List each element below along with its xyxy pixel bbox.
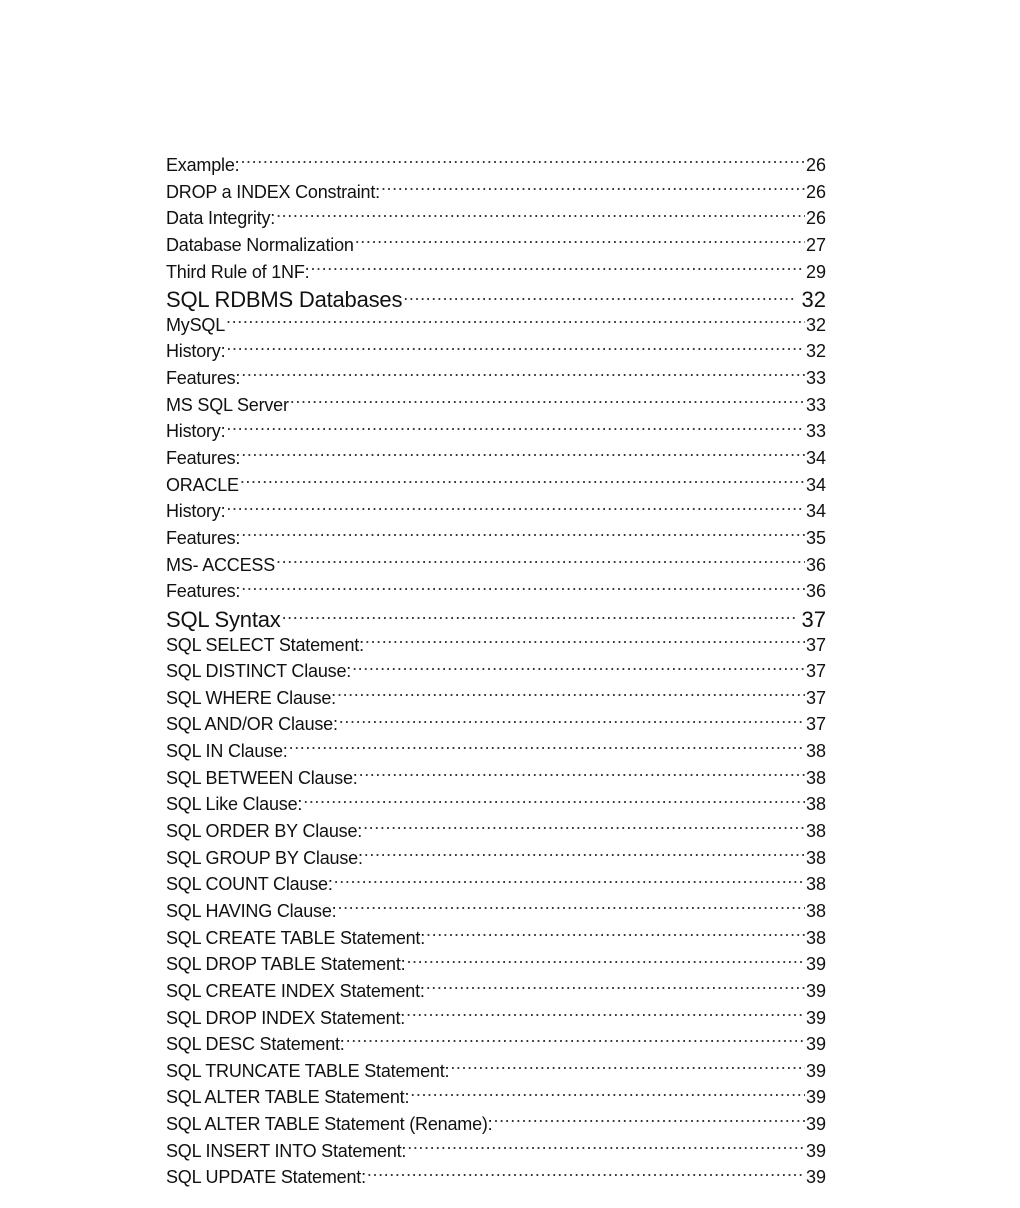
dot-leader: [365, 633, 805, 651]
toc-entry-page-number: 36: [805, 581, 826, 602]
dot-leader: [339, 712, 805, 730]
toc-entry-page-number: 26: [805, 181, 826, 202]
toc-entry[interactable]: [166, 179, 826, 206]
toc-entry[interactable]: [166, 312, 826, 339]
dot-leader: [334, 872, 805, 890]
dot-leader: [407, 1139, 805, 1157]
toc-entry-page-number: 38: [805, 847, 826, 868]
toc-entry-page-number: 38: [805, 821, 826, 842]
toc-entry[interactable]: [166, 232, 826, 259]
toc-entry[interactable]: [166, 978, 826, 1005]
dot-leader: [240, 153, 805, 171]
toc-entry-page-number: 27: [805, 234, 826, 255]
toc-entry[interactable]: [166, 1138, 826, 1165]
toc-entry-label: SQL BETWEEN Clause:: [166, 767, 358, 788]
toc-section-heading[interactable]: [166, 605, 826, 632]
toc-entry-label: SQL DROP INDEX Statement:: [166, 1007, 406, 1028]
dot-leader: [364, 846, 805, 864]
dot-leader: [240, 473, 805, 491]
toc-entry[interactable]: [166, 925, 826, 952]
toc-entry-page-number: 39: [805, 1167, 826, 1188]
dot-leader: [241, 526, 805, 544]
toc-entry[interactable]: [166, 1031, 826, 1058]
toc-entry[interactable]: [166, 818, 826, 845]
toc-entry-label: SQL INSERT INTO Statement:: [166, 1140, 407, 1161]
toc-entry-page-number: 36: [805, 554, 826, 575]
toc-entry-label: SQL Syntax: [166, 606, 281, 632]
toc-entry-label: MySQL: [166, 314, 226, 335]
toc-entry-label: Database Normalization: [166, 234, 354, 255]
toc-entry-page-number: 32: [801, 287, 826, 312]
dot-leader: [410, 1085, 805, 1103]
toc-entry-label: SQL DESC Statement:: [166, 1034, 345, 1055]
toc-entry[interactable]: [166, 152, 826, 179]
toc-entry[interactable]: [166, 898, 826, 925]
dot-leader: [426, 979, 805, 997]
toc-entry[interactable]: [166, 205, 826, 232]
toc-entry-label: SQL TRUNCATE TABLE Statement:: [166, 1060, 450, 1081]
toc-entry-page-number: 39: [805, 1114, 826, 1135]
toc-entry[interactable]: [166, 871, 826, 898]
toc-entry[interactable]: [166, 951, 826, 978]
toc-entry[interactable]: [166, 711, 826, 738]
toc-entry-label: SQL GROUP BY Clause:: [166, 847, 363, 868]
toc-entry-label: Example:: [166, 155, 240, 175]
toc-entry[interactable]: [166, 1084, 826, 1111]
toc-entry[interactable]: [166, 845, 826, 872]
dot-leader: [241, 579, 805, 597]
toc-entry-page-number: 39: [805, 980, 826, 1001]
toc-entry-page-number: 32: [805, 341, 826, 362]
toc-section-heading[interactable]: [166, 285, 826, 312]
toc-entry[interactable]: [166, 1111, 826, 1138]
toc-entry-label: SQL ORDER BY Clause:: [166, 821, 363, 842]
toc-entry[interactable]: [166, 472, 826, 499]
toc-entry-page-number: 37: [805, 661, 826, 682]
dot-leader: [346, 1032, 805, 1050]
toc-entry-label: SQL ALTER TABLE Statement:: [166, 1087, 410, 1108]
dot-leader: [241, 366, 805, 384]
toc-entry-label: Features:: [166, 581, 241, 602]
dot-leader: [406, 1006, 805, 1024]
dot-leader: [426, 926, 805, 944]
toc-entry[interactable]: [166, 552, 826, 579]
toc-entry-page-number: 39: [805, 1007, 826, 1028]
toc-entry-label: Features:: [166, 448, 241, 469]
toc-entry[interactable]: [166, 578, 826, 605]
toc-entry-page-number: 35: [805, 527, 826, 548]
toc-entry[interactable]: [166, 365, 826, 392]
dot-leader: [337, 899, 805, 917]
toc-entry-page-number: 39: [805, 954, 826, 975]
dot-leader: [226, 339, 805, 357]
toc-entry[interactable]: [166, 791, 826, 818]
toc-entry[interactable]: [166, 1005, 826, 1032]
toc-entry-page-number: 26: [805, 208, 826, 229]
toc-entry-page-number: 29: [805, 261, 826, 282]
toc-entry-page-number: 38: [805, 767, 826, 788]
toc-entry[interactable]: [166, 392, 826, 419]
toc-entry-label: DROP a INDEX Constraint:: [166, 181, 380, 202]
dot-leader: [367, 1165, 805, 1183]
table-of-contents: [166, 152, 826, 1191]
toc-entry-page-number: 39: [805, 1060, 826, 1081]
toc-entry-page-number: 26: [805, 155, 826, 175]
toc-entry[interactable]: [166, 259, 826, 286]
toc-entry-label: SQL AND/OR Clause:: [166, 714, 338, 735]
toc-entry-page-number: 39: [805, 1087, 826, 1108]
dot-leader: [226, 499, 805, 517]
toc-entry-page-number: 38: [805, 874, 826, 895]
toc-entry-label: History:: [166, 341, 226, 362]
toc-entry[interactable]: [166, 338, 826, 365]
dot-leader: [363, 819, 805, 837]
toc-entry-label: History:: [166, 501, 226, 522]
toc-entry-page-number: 39: [805, 1034, 826, 1055]
toc-entry-page-number: 37: [805, 714, 826, 735]
toc-entry-label: SQL SELECT Statement:: [166, 634, 364, 655]
toc-entry-label: SQL IN Clause:: [166, 741, 288, 762]
toc-entry-label: SQL UPDATE Statement:: [166, 1167, 366, 1188]
toc-entry-page-number: 33: [805, 394, 826, 415]
toc-entry-label: SQL RDBMS Databases: [166, 287, 403, 312]
toc-entry-label: SQL DROP TABLE Statement:: [166, 954, 406, 975]
toc-entry-page-number: 37: [801, 606, 826, 632]
dot-leader: [226, 419, 805, 437]
toc-entry-label: SQL ALTER TABLE Statement (Rename):: [166, 1114, 493, 1135]
toc-entry[interactable]: [166, 765, 826, 792]
toc-entry-label: SQL CREATE INDEX Statement:: [166, 980, 425, 1001]
toc-entry-label: SQL DISTINCT Clause:: [166, 661, 352, 682]
toc-entry[interactable]: [166, 418, 826, 445]
toc-entry-page-number: 34: [805, 474, 826, 495]
toc-entry[interactable]: [166, 1058, 826, 1085]
toc-entry-label: Features:: [166, 368, 241, 389]
toc-entry-page-number: 34: [805, 501, 826, 522]
toc-entry-label: SQL COUNT Clause:: [166, 874, 333, 895]
toc-entry-label: SQL CREATE TABLE Statement:: [166, 927, 426, 948]
dot-leader: [276, 206, 805, 224]
toc-entry[interactable]: [166, 658, 826, 685]
toc-entry[interactable]: [166, 685, 826, 712]
toc-entry-page-number: 38: [805, 794, 826, 815]
toc-entry-label: Data Integrity:: [166, 208, 276, 229]
dot-leader: [310, 260, 805, 278]
toc-entry-label: SQL Like Clause:: [166, 794, 303, 815]
dot-leader: [337, 686, 805, 704]
toc-entry-page-number: 34: [805, 448, 826, 469]
toc-entry-page-number: 33: [805, 368, 826, 389]
toc-entry[interactable]: [166, 445, 826, 472]
dot-leader: [359, 766, 805, 784]
toc-entry-page-number: 37: [805, 634, 826, 655]
dot-leader: [226, 313, 805, 331]
toc-entry-label: ORACLE: [166, 474, 239, 495]
toc-entry[interactable]: [166, 525, 826, 552]
toc-entry-label: MS- ACCESS: [166, 554, 276, 575]
toc-entry-label: SQL HAVING Clause:: [166, 900, 337, 921]
toc-entry-label: Features:: [166, 527, 241, 548]
dot-leader: [352, 659, 805, 677]
dot-leader: [241, 446, 805, 464]
toc-entry-page-number: 38: [805, 927, 826, 948]
dot-leader: [289, 739, 805, 757]
toc-entry-label: SQL WHERE Clause:: [166, 687, 336, 708]
toc-entry-page-number: 38: [805, 900, 826, 921]
dot-leader: [450, 1059, 805, 1077]
dot-leader: [403, 285, 794, 307]
toc-entry-label: History:: [166, 421, 226, 442]
toc-entry-page-number: 32: [805, 314, 826, 335]
toc-entry[interactable]: [166, 1164, 826, 1191]
dot-leader: [303, 792, 805, 810]
dot-leader: [381, 180, 805, 198]
toc-entry-page-number: 33: [805, 421, 826, 442]
toc-entry[interactable]: [166, 738, 826, 765]
toc-entry[interactable]: [166, 498, 826, 525]
dot-leader: [290, 393, 805, 411]
toc-entry-label: MS SQL Server: [166, 394, 289, 415]
toc-entry[interactable]: [166, 632, 826, 659]
toc-entry-page-number: 37: [805, 687, 826, 708]
dot-leader: [493, 1112, 804, 1130]
dot-leader: [282, 605, 795, 627]
dot-leader: [276, 553, 805, 571]
dot-leader: [355, 233, 805, 251]
toc-entry-page-number: 39: [805, 1140, 826, 1161]
toc-entry-page-number: 38: [805, 741, 826, 762]
toc-entry-label: Third Rule of 1NF:: [166, 261, 310, 282]
dot-leader: [406, 952, 805, 970]
